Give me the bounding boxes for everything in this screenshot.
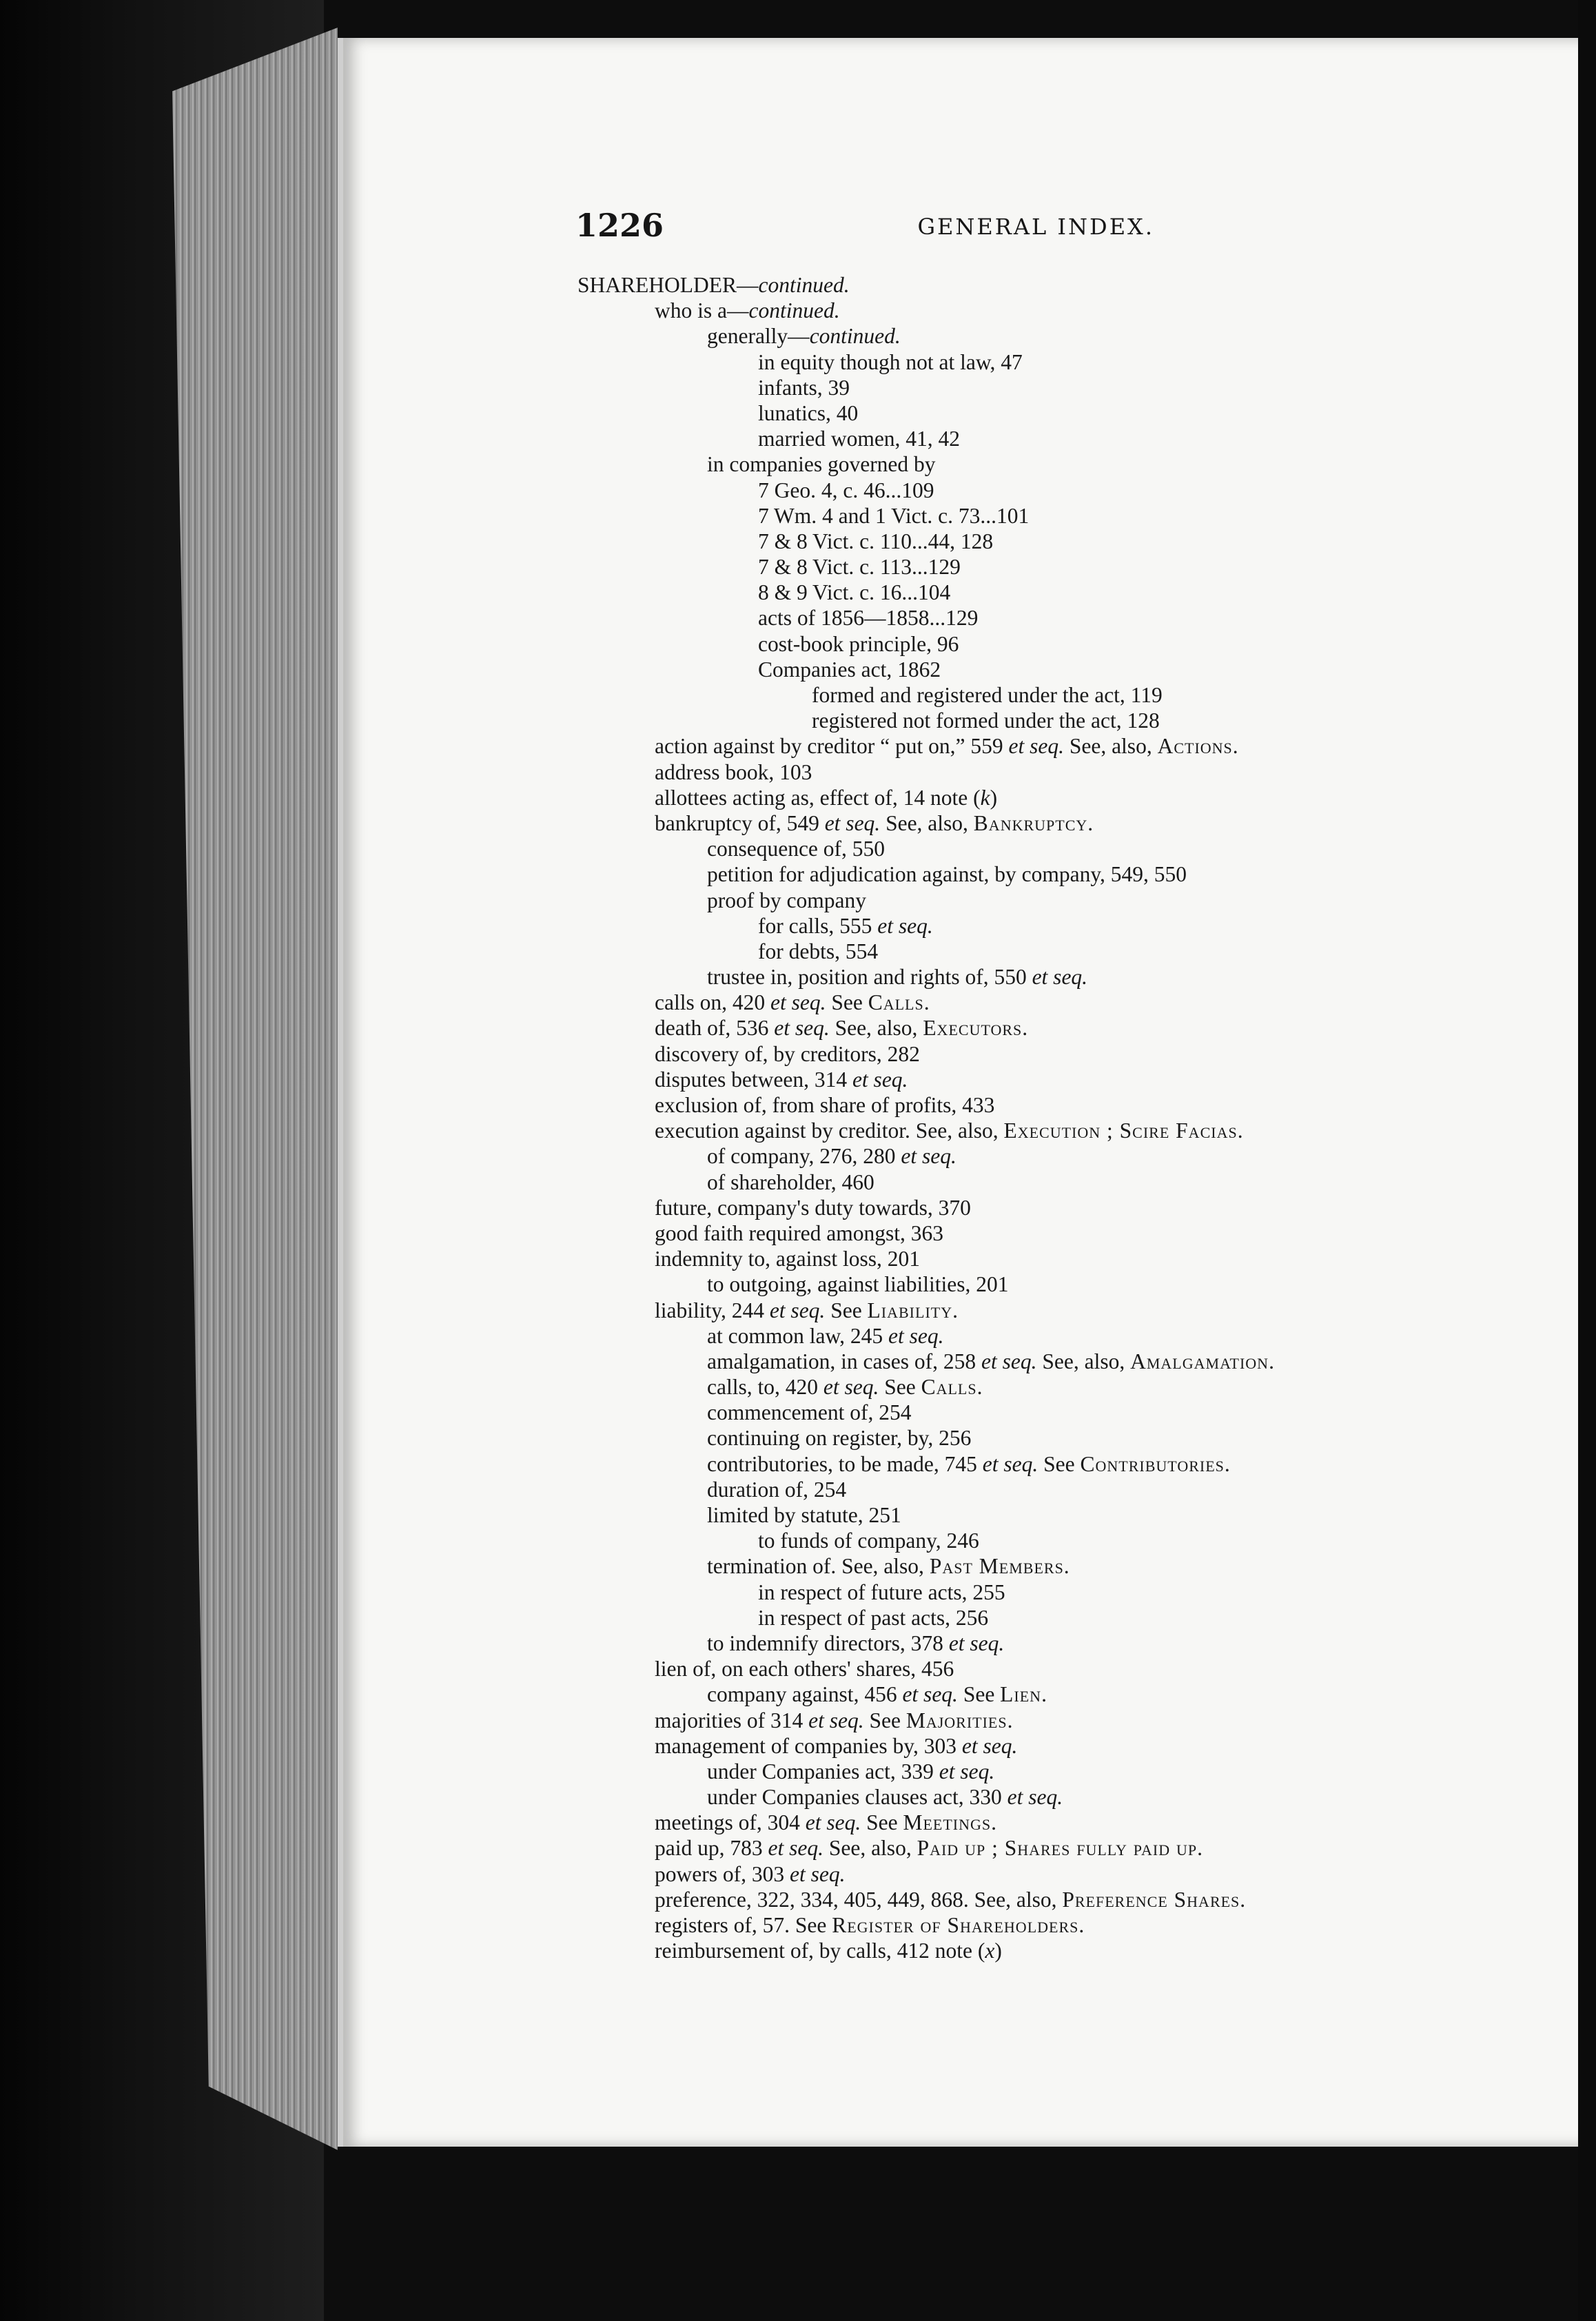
- index-entry: [577, 323, 1460, 349]
- index-entry: [577, 1451, 1460, 1477]
- entry-text: good faith required amongst, 363: [655, 1220, 944, 1245]
- entry-text: to indemnify directors, 378: [707, 1630, 949, 1655]
- index-entry: [577, 1810, 1460, 1835]
- entry-text: consequence of, 550: [707, 837, 886, 861]
- entry-text: 7 Geo. 4, c. 46...109: [758, 478, 934, 502]
- entry-text: disputes between, 314: [655, 1067, 852, 1092]
- italic-text: et seq.: [948, 1630, 1005, 1655]
- cross-reference: Amalgamation.: [1130, 1349, 1275, 1373]
- entry-text: See: [1038, 1451, 1081, 1476]
- entry-text: amalgamation, in cases of, 258: [707, 1349, 982, 1373]
- italic-text: et seq.: [770, 990, 826, 1015]
- entry-text: under Companies act, 339: [707, 1759, 939, 1783]
- italic-text: et seq.: [769, 1298, 826, 1322]
- index-entry: [577, 1092, 1460, 1118]
- index-entries: [577, 272, 1460, 1963]
- italic-text: et seq.: [902, 1682, 958, 1707]
- index-entry: [577, 1553, 1460, 1579]
- italic-text: et seq.: [1007, 1785, 1063, 1810]
- index-entry: [577, 810, 1460, 836]
- index-entry: [577, 1887, 1460, 1912]
- index-entry: [577, 1169, 1460, 1195]
- cross-reference: Majorities.: [906, 1708, 1014, 1732]
- entry-text: under Companies clauses act, 330: [707, 1785, 1007, 1810]
- index-entry: [577, 913, 1460, 939]
- entry-text: bankruptcy of, 549: [655, 810, 825, 835]
- index-entry: [577, 1349, 1460, 1374]
- entry-text: generally—: [707, 324, 810, 349]
- entry-text: trustee in, position and rights of, 550: [707, 965, 1032, 990]
- entry-text: paid up, 783: [655, 1836, 768, 1861]
- cross-reference: Lien.: [1000, 1682, 1047, 1707]
- italic-text: et seq.: [789, 1861, 846, 1886]
- entry-text: infants, 39: [758, 375, 850, 400]
- italic-text: et seq.: [823, 1375, 879, 1400]
- index-entry: [577, 1708, 1460, 1733]
- index-entry: [577, 1938, 1460, 1963]
- entry-text: majorities of 314: [655, 1708, 809, 1732]
- entry-text: registered not formed under the act, 128: [812, 708, 1160, 733]
- index-entry: [577, 631, 1460, 657]
- entry-text: cost-book principle, 96: [758, 631, 959, 656]
- entry-text: See: [879, 1375, 921, 1400]
- entry-text: 7 Wm. 4 and 1 Vict. c. 73...101: [758, 503, 1030, 528]
- entry-text: company against, 456: [707, 1682, 903, 1707]
- entry-text: See, also,: [880, 810, 974, 835]
- index-entry: [577, 759, 1460, 785]
- entry-text: who is a—: [655, 298, 749, 323]
- italic-text: et seq.: [805, 1810, 861, 1835]
- italic-text: et seq.: [888, 1323, 944, 1348]
- entry-text: execution against by creditor. See, also,: [655, 1118, 1004, 1143]
- index-entry: [577, 580, 1460, 605]
- italic-text: continued.: [758, 273, 850, 297]
- index-entry: [577, 836, 1460, 861]
- entry-text: for debts, 554: [758, 939, 879, 963]
- index-entry: [577, 503, 1460, 529]
- entry-text: married women, 41, 42: [758, 427, 961, 451]
- entry-text: at common law, 245: [707, 1323, 889, 1348]
- entry-text: See, also,: [1063, 734, 1158, 759]
- entry-text: liability, 244: [655, 1298, 770, 1322]
- index-entry: [577, 426, 1460, 451]
- index-entry: [577, 990, 1460, 1015]
- entry-text: address book, 103: [655, 759, 812, 784]
- entry-text: lien of, on each others' shares, 456: [655, 1657, 954, 1681]
- cross-reference: Paid up ; Shares fully paid up.: [917, 1836, 1203, 1861]
- index-entry: [577, 1861, 1460, 1887]
- italic-text: et seq.: [852, 1067, 908, 1092]
- entry-text: preference, 322, 334, 405, 449, 868. See, also,: [655, 1887, 1063, 1912]
- cross-reference: Bankruptcy.: [973, 810, 1094, 835]
- entry-text: reimbursement of, by calls, 412 note (: [655, 1939, 985, 1963]
- entry-text: Companies act, 1862: [758, 657, 941, 682]
- cross-reference: Calls.: [868, 990, 930, 1015]
- italic-text: et seq.: [1032, 965, 1088, 990]
- index-entry: [577, 1246, 1460, 1271]
- entry-text: action against by creditor “ put on,” 559: [655, 734, 1009, 759]
- running-title: GENERAL INDEX.: [917, 214, 1154, 240]
- italic-text: x: [985, 1939, 995, 1963]
- index-entry: [577, 1579, 1460, 1605]
- entry-text: contributories, to be made, 745: [707, 1451, 983, 1476]
- index-entry: [577, 298, 1460, 323]
- entry-text: to funds of company, 246: [758, 1528, 979, 1553]
- entry-text: registers of, 57. See: [655, 1913, 832, 1937]
- index-entry: [577, 1630, 1460, 1656]
- entry-text: 7 & 8 Vict. c. 110...44, 128: [758, 529, 994, 553]
- italic-text: et seq.: [901, 1144, 956, 1169]
- index-entry: [577, 272, 1460, 298]
- index-entry: [577, 1195, 1460, 1220]
- entry-text: exclusion of, from share of profits, 433: [655, 1093, 995, 1117]
- entry-text: of company, 276, 280: [707, 1144, 901, 1169]
- index-entry: [577, 1425, 1460, 1451]
- index-entry: [577, 451, 1460, 477]
- index-entry: [577, 605, 1460, 631]
- entry-text: limited by statute, 251: [707, 1503, 901, 1527]
- entry-text: in respect of past acts, 256: [758, 1605, 989, 1630]
- entry-text: powers of, 303: [655, 1861, 790, 1886]
- italic-text: continued.: [748, 298, 840, 323]
- italic-text: et seq.: [824, 810, 881, 835]
- index-entry: [577, 1477, 1460, 1502]
- cross-reference: Execution ; Scire Facias.: [1003, 1118, 1244, 1143]
- italic-text: k: [980, 785, 990, 810]
- index-entry: [577, 1220, 1460, 1246]
- entry-text: formed and registered under the act, 119: [812, 683, 1163, 707]
- index-entry: [577, 1271, 1460, 1297]
- cross-reference: Liability.: [867, 1298, 959, 1322]
- index-entry: [577, 478, 1460, 503]
- index-entry: [577, 939, 1460, 964]
- entry-text: See, also,: [829, 1016, 923, 1041]
- cross-reference: Preference Shares.: [1062, 1887, 1247, 1912]
- index-entry: [577, 1041, 1460, 1067]
- index-entry: [577, 1656, 1460, 1681]
- entry-text: in companies governed by: [707, 452, 936, 477]
- index-entry: [577, 554, 1460, 580]
- italic-text: et seq.: [808, 1708, 864, 1732]
- entry-text: SHAREHOLDER—: [577, 273, 759, 297]
- cross-reference: Executors.: [923, 1016, 1029, 1041]
- entry-text: calls, to, 420: [707, 1375, 823, 1400]
- page-number: 1226: [575, 207, 664, 244]
- entry-text: continuing on register, by, 256: [707, 1426, 972, 1451]
- index-entry: [577, 1733, 1460, 1759]
- index-entry: [577, 657, 1460, 682]
- italic-text: et seq.: [982, 1451, 1039, 1476]
- index-entry: [577, 708, 1460, 733]
- entry-text: management of companies by, 303: [655, 1733, 962, 1758]
- index-entry: [577, 1835, 1460, 1861]
- scan-right-margin: [1578, 0, 1596, 2321]
- index-entry: [577, 1067, 1460, 1092]
- entry-text: calls on, 420: [655, 990, 770, 1015]
- index-entry: [577, 964, 1460, 990]
- entry-text: ): [990, 785, 998, 810]
- index-entry: [577, 1681, 1460, 1707]
- entry-text: duration of, 254: [707, 1477, 847, 1502]
- entry-text: in respect of future acts, 255: [758, 1579, 1005, 1604]
- index-entry: [577, 733, 1460, 759]
- cross-reference: Contributories.: [1080, 1451, 1231, 1476]
- italic-text: et seq.: [774, 1016, 830, 1041]
- index-entry: [577, 1015, 1460, 1041]
- italic-text: et seq.: [981, 1349, 1037, 1373]
- entry-text: for calls, 555: [758, 913, 878, 938]
- cross-reference: Past Members.: [929, 1554, 1070, 1579]
- entry-text: death of, 536: [655, 1016, 775, 1041]
- index-entry: [577, 682, 1460, 708]
- entry-text: See: [825, 1298, 868, 1322]
- cross-reference: Register of Shareholders.: [832, 1913, 1085, 1937]
- index-entry: [577, 1912, 1460, 1938]
- entry-text: termination of. See, also,: [707, 1554, 930, 1579]
- entry-text: See: [861, 1810, 903, 1835]
- entry-text: allottees acting as, effect of, 14 note (: [655, 785, 981, 810]
- entry-text: ): [994, 1939, 1002, 1963]
- italic-text: et seq.: [877, 913, 933, 938]
- index-entry: [577, 1118, 1460, 1143]
- italic-text: et seq.: [939, 1759, 995, 1783]
- index-entry: [577, 349, 1460, 375]
- index-entry: [577, 1605, 1460, 1630]
- italic-text: et seq.: [961, 1733, 1018, 1758]
- entry-text: lunatics, 40: [758, 400, 859, 425]
- page-header: [575, 207, 1154, 248]
- index-entry: [577, 529, 1460, 554]
- index-entry: [577, 1374, 1460, 1400]
- entry-text: indemnity to, against loss, 201: [655, 1247, 920, 1271]
- cross-reference: Actions.: [1157, 734, 1239, 759]
- cross-reference: Calls.: [921, 1375, 983, 1400]
- entry-text: 7 & 8 Vict. c. 113...129: [758, 555, 961, 580]
- index-entry: [577, 861, 1460, 887]
- index-entry: [577, 785, 1460, 810]
- entry-text: in equity though not at law, 47: [758, 349, 1023, 374]
- entry-text: future, company's duty towards, 370: [655, 1195, 971, 1220]
- entry-text: commencement of, 254: [707, 1400, 912, 1425]
- index-entry: [577, 1784, 1460, 1810]
- entry-text: of shareholder, 460: [707, 1169, 874, 1194]
- entry-text: petition for adjudication against, by company, 549, 550: [707, 862, 1187, 887]
- index-entry: [577, 375, 1460, 400]
- cross-reference: Meetings.: [903, 1810, 997, 1835]
- index-entry: [577, 1298, 1460, 1323]
- entry-text: See: [863, 1708, 906, 1732]
- entry-text: meetings of, 304: [655, 1810, 806, 1835]
- index-entry: [577, 888, 1460, 913]
- entry-text: See, also,: [823, 1836, 917, 1861]
- index-entry: [577, 1759, 1460, 1784]
- entry-text: to outgoing, against liabilities, 201: [707, 1272, 1009, 1297]
- italic-text: continued.: [809, 324, 901, 349]
- index-entry: [577, 400, 1460, 426]
- entry-text: See, also,: [1036, 1349, 1131, 1373]
- entry-text: 8 & 9 Vict. c. 16...104: [758, 580, 951, 605]
- italic-text: et seq.: [1008, 734, 1064, 759]
- entry-text: proof by company: [707, 888, 866, 912]
- entry-text: discovery of, by creditors, 282: [655, 1041, 920, 1066]
- index-entry: [577, 1143, 1460, 1169]
- entry-text: See: [826, 990, 868, 1015]
- index-entry: [577, 1323, 1460, 1349]
- index-entry: [577, 1502, 1460, 1528]
- italic-text: et seq.: [768, 1836, 823, 1861]
- entry-text: acts of 1856—1858...129: [758, 606, 979, 631]
- index-entry: [577, 1528, 1460, 1553]
- entry-text: See: [957, 1682, 1001, 1707]
- index-entry: [577, 1400, 1460, 1425]
